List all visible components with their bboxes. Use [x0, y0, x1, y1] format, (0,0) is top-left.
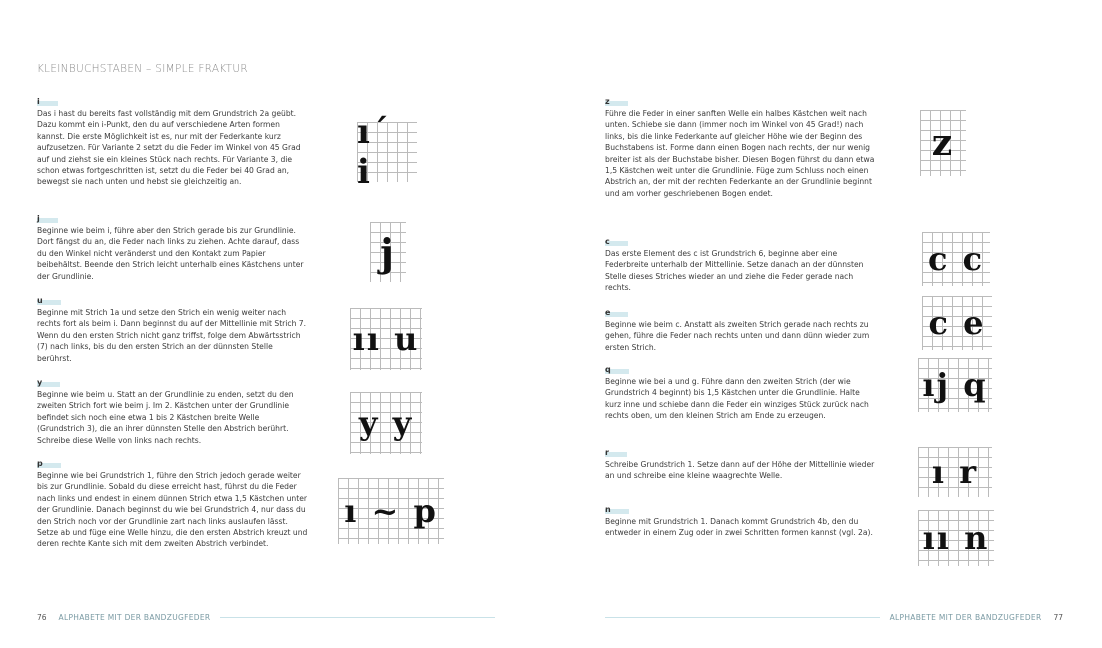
footer-left: [37, 613, 495, 622]
section-label: j: [37, 214, 58, 223]
section-n: [605, 497, 877, 539]
chapter-title: KLEINBUCHSTABEN – SIMPLE FRAKTUR: [37, 63, 248, 75]
specimen-e: c e: [922, 296, 992, 350]
section-e: [605, 300, 877, 353]
specimen-c: c c: [922, 232, 990, 286]
section-r: [605, 440, 877, 482]
section-c: [605, 229, 877, 294]
section-text: Schreibe Grundstrich 1. Setze dann auf der Höhe der Mittellinie wieder an und schreibe eine kleine waagrechte Welle.: [605, 460, 875, 481]
section-text: Beginne wie beim c. Anstatt als zweiten Strich gerade nach rechts zu gehen, führe die Feder nach rechts unten und dann dünn wieder zum ersten Strich.: [605, 320, 870, 352]
footer-rule: [220, 617, 495, 618]
page-number-left: 76: [37, 613, 47, 622]
specimen-z: z: [920, 110, 966, 176]
section-text: Beginne mit Grundstrich 1. Danach kommt Grundstrich 4b, den du entweder in einem Zug oder in zwei Schritten formen kannst (vgl. 2a).: [605, 517, 873, 538]
section-label: q: [605, 365, 629, 374]
section-text: Beginne wie bei Grundstrich 1, führe den Strich jedoch gerade weiter bis zur Grundlinie. Sobald du diese erreicht hast, führst du die Feder nach links und endest in einem dünnen Strich etwa 1,5 Kästchen unter der Grundlinie. Danach beginnst du wie bei Grundstrich 4, nur dass du den Strich noch vor der Grundlinie zart nach links auslaufen lässt. Setze ab und füge eine Welle hinzu, die den ersten Abstrich kreuzt und deren rechte Kante sich mit dem zweiten Abstrich verbindet.: [37, 471, 308, 549]
section-label: p: [37, 459, 61, 468]
section-p: [37, 451, 309, 550]
specimen-j: j: [370, 222, 406, 282]
section-text: Beginne wie bei a und g. Führe dann den zweiten Strich (der wie Grundstrich 4 beginnt) bis 1,5 Kästchen unter die Grundlinie. Halte kurz inne und schiebe dann die Feder ein winziges Stück zurück nach rechts oben, um den kleinen Strich am Ende zu erzeugen.: [605, 377, 869, 421]
section-label: u: [37, 296, 61, 305]
footer-rule: [605, 617, 880, 618]
section-text: Das i hast du bereits fast vollständig mit dem Grundstrich 2a geübt. Dazu kommt ein i-Punkt, den du auf verschiedene Arten formen kannst. Die erste Möglichkeit ist es, nur mit der Federkante kurz aufzusetzen. Für Variante 2 setzt du die Feder im Winkel von 45 Grad auf und ziehst sie ein kleines Stück nach rechts. Für Variante 3, die schon etwas fortgeschritten ist, setzt du die Feder bei 40 Grad an, bewegst sie nach unten und hebst sie gleichzeitig an.: [37, 109, 301, 187]
page-number-right: 77: [1053, 613, 1063, 622]
specimen-y: y y: [350, 392, 422, 454]
footer-title-left: ALPHABETE MIT DER BANDZUGFEDER: [58, 613, 211, 622]
section-text: Beginne mit Strich 1a und setze den Strich ein wenig weiter nach rechts fort als beim i. Dann beginnst du auf der Mittellinie mit Strich 7. Wenn du den ersten Strich nicht ganz triffst, folge dem Abwärtsstrich (7) nach links, bis du den ersten Strich an der dünnsten Stelle berührst.: [37, 308, 307, 363]
section-label: e: [605, 308, 628, 317]
section-label: z: [605, 97, 628, 106]
section-text: Beginne wie beim i, führe aber den Strich gerade bis zur Grundlinie. Dort fängst du an, die Feder nach links zu ziehen. Achte darauf, dass du den Winkel nicht veränderst und den Kontakt zum Papier beibehältst. Beende den Strich leicht unterhalb eines Kästchens unter der Grundlinie.: [37, 226, 304, 281]
section-label: y: [37, 378, 60, 387]
specimen-q: ıj q: [918, 358, 992, 412]
section-text: Beginne wie beim u. Statt an der Grundlinie zu enden, setzt du den zweiten Strich fort wie beim j. Im 2. Kästchen unter der Grundlinie befindet sich noch eine etwa 1 bis 2 Kästchen breite Welle (Grundstrich 3), die an ihrer dünnsten Stelle den Abstrich berührt. Schreibe diese Welle von links nach rechts.: [37, 390, 294, 445]
section-label: c: [605, 237, 628, 246]
section-text: Führe die Feder in einer sanften Welle ein halbes Kästchen weit nach unten. Schiebe sie dann (immer noch im Winkel von 45 Grad!) nach links, bis die linke Federkante auf gleicher Höhe wie der Beginn des Buchstabens ist. Forme dann einen Bogen nach rechts, der nur wenig breiter ist als der Buchstabe bisher. Diesen Bogen führst du dann etwa 1,5 Kästchen weit unter die Grundlinie. Füge zum Schluss noch einen Abstrich an, der mit der rechten Federkante an der Grundlinie beginnt und am vorher geschriebenen Bogen endet.: [605, 109, 875, 198]
section-z: [605, 89, 877, 199]
section-label: n: [605, 505, 629, 514]
section-y: [37, 370, 309, 446]
specimen-p: ı ~ p: [338, 478, 444, 544]
specimen-i: ı´ i: [357, 122, 417, 182]
footer-title-right: ALPHABETE MIT DER BANDZUGFEDER: [889, 613, 1042, 622]
section-text: Das erste Element des c ist Grundstrich 6, beginne aber eine Federbreite unterhalb der Mittellinie. Setze danach an der dünnsten Stelle dieses Striches wieder an und ziehe die Feder gerade nach rechts.: [605, 249, 864, 293]
section-i: [37, 89, 309, 188]
section-u: [37, 288, 309, 364]
section-j: [37, 206, 309, 282]
specimen-u: ıı u: [350, 308, 422, 370]
specimen-r: ı r: [918, 447, 992, 497]
footer-right: [605, 613, 1063, 622]
specimen-n: ıı n: [918, 510, 994, 566]
section-label: i: [37, 97, 58, 106]
section-q: [605, 357, 877, 422]
section-label: r: [605, 448, 627, 457]
